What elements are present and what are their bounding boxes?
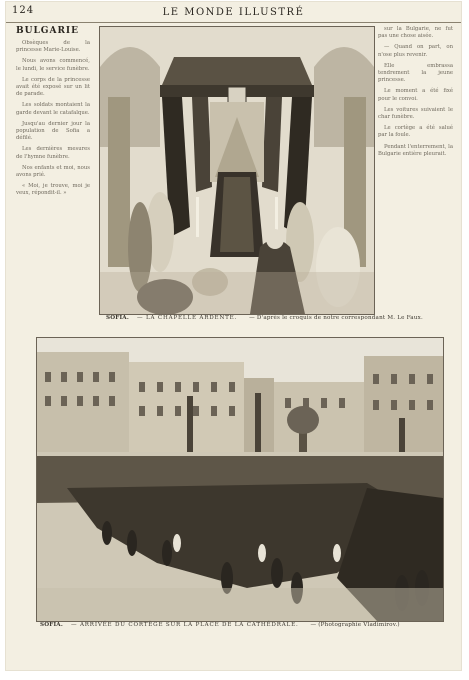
caption-title: — ARRIVÉE DU CORTÈGE SUR LA PLACE DE LA CATHÉDRALE. xyxy=(70,622,299,628)
journal-title: LE MONDE ILLUSTRÉ xyxy=(162,6,305,18)
paragraph: Les voitures suivaient le char funèbre. xyxy=(378,106,453,121)
caption-title: — LA CHAPELLE ARDENTE. xyxy=(136,315,238,321)
paragraph: Jusqu'au dernier jour la population de Sofia a défilé. xyxy=(16,120,90,142)
left-text-column xyxy=(16,26,90,326)
paragraph: Elle embrassa tendrement la jeune princesse. xyxy=(378,62,453,84)
paragraph: Pendant l'enterrement, la Bulgarie entière pleurait. xyxy=(378,143,453,157)
paragraph: Le cortège a été salué par la foule. xyxy=(378,125,453,139)
paragraph: sur la Bulgarie, ne fut pas une chose aisée. xyxy=(378,26,453,40)
caption-credit: — D'après le croquis de notre correspondant M. Le Faux. xyxy=(249,315,423,321)
paragraph: Nos enfants et moi, nous avons prié. xyxy=(16,164,90,179)
top-figure-caption xyxy=(106,315,423,321)
paragraph: — Quand on part, on n'ose plus revenir. xyxy=(378,44,453,58)
paragraph: « Moi, je trouve, moi je veux, répondit-il. » xyxy=(16,183,90,197)
paragraph: Les soldats montaient la garde devant le catafalque. xyxy=(16,102,90,116)
chapel-illustration xyxy=(100,27,374,314)
paragraph: Les dernières mesures de l'hymne funèbre. xyxy=(16,146,90,160)
bottom-figure-caption xyxy=(40,622,400,628)
right-text-column xyxy=(378,26,453,326)
procession-illustration xyxy=(37,338,443,621)
paragraph: Le moment a été fixé pour le convoi. xyxy=(378,88,453,102)
chapel-engraving xyxy=(99,26,375,315)
caption-credit: — (Photographie Vladimirov.) xyxy=(310,622,400,628)
paragraph: Le corps de la princesse avait été exposé sur un lit de parade. xyxy=(16,76,90,98)
newspaper-page xyxy=(6,2,461,670)
section-title: BULGARIE xyxy=(16,26,80,36)
paragraph: Nous avons commencé, le lundi, le service funèbre. xyxy=(16,58,90,72)
caption-place: SOFIA. xyxy=(40,622,63,628)
procession-photograph xyxy=(36,337,444,622)
page-number: 124 xyxy=(12,5,35,16)
caption-place: SOFIA. xyxy=(106,315,129,321)
page-header xyxy=(6,2,461,23)
paragraph: Obsèques de la princesse Marie-Louise. xyxy=(16,40,90,54)
